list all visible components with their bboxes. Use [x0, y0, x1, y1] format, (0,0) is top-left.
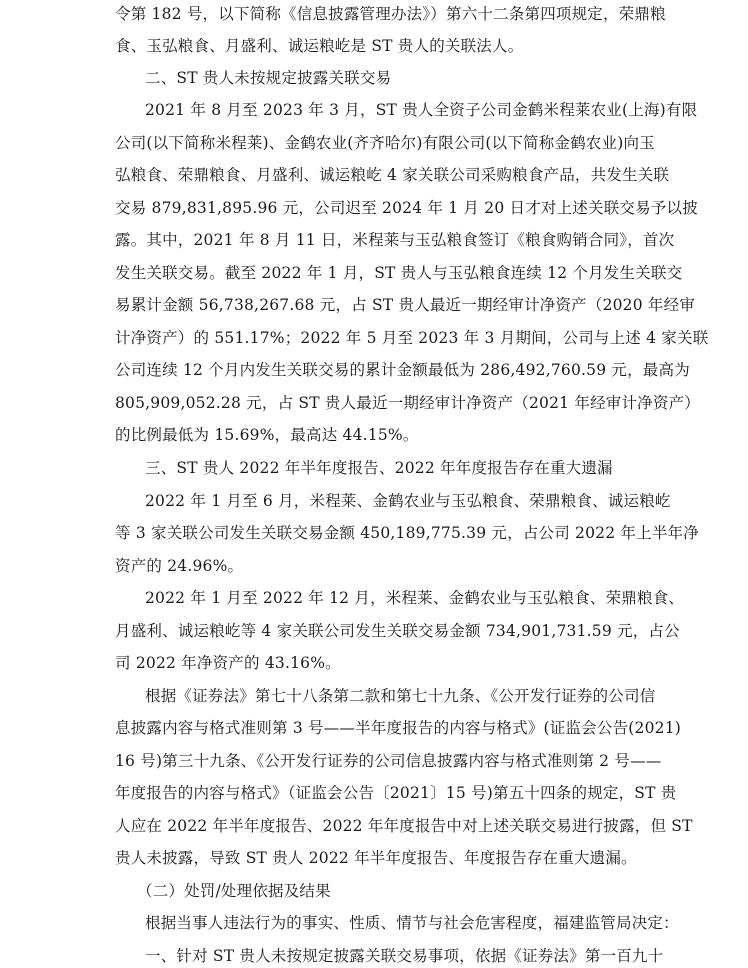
- text-line: 司 2022 年净资产的 43.16%。: [115, 654, 341, 672]
- text-line: 资产的 24.96%。: [115, 557, 244, 575]
- text-line: 食、玉弘粮食、月盛利、诚运粮屹是 ST 贵人的关联法人。: [115, 37, 524, 55]
- text-line: 二、ST 贵人未按规定披露关联交易: [145, 69, 392, 87]
- text-line: 等 3 家关联公司发生关联交易金额 450,189,775.39 元，占公司 2022 年上半年净: [115, 524, 699, 542]
- text-line: 的比例最低为 15.69%，最高达 44.15%。: [115, 426, 419, 444]
- text-line: 贵人未披露，导致 ST 贵人 2022 年半年度报告、年度报告存在重大遗漏。: [115, 849, 637, 867]
- text-line: 年度报告的内容与格式》（证监会公告〔2021〕15 号)第五十四条的规定，ST 贵: [115, 784, 677, 802]
- text-line: 根据当事人违法行为的事实、性质、情节与社会危害程度，福建监管局决定：: [145, 914, 679, 932]
- text-line: 弘粮食、荣鼎粮食、月盛利、诚运粮屹 4 家关联公司采购粮食产品，共发生关联: [115, 166, 670, 184]
- text-line: 2022 年 1 月至 6 月，米程莱、金鹤农业与玉弘粮食、荣鼎粮食、诚运粮屹: [145, 492, 671, 510]
- text-line: 发生关联交易。截至 2022 年 1 月，ST 贵人与玉弘粮食连续 12 个月发生关联交: [115, 264, 683, 282]
- text-line: 交易 879,831,895.96 元，公司迟至 2024 年 1 月 20 日才对上述关联交易予以披: [115, 199, 698, 217]
- text-line: 息披露内容与格式准则第 3 号——半年度报告的内容与格式》(证监会公告(2021): [115, 719, 682, 737]
- text-line: 2021 年 8 月至 2023 年 3 月，ST 贵人全资子公司金鹤米程莱农业(上海)有限: [145, 101, 698, 119]
- text-line: 公司(以下简称米程莱)、金鹤农业(齐齐哈尔)有限公司(以下简称金鹤农业)向玉: [115, 134, 655, 152]
- text-line: 一、针对 ST 贵人未按规定披露关联交易事项，依据《证券法》第一百九十: [145, 947, 664, 965]
- text-line: （二）处罚/处理依据及结果: [137, 882, 331, 900]
- text-line: 人应在 2022 年半年度报告、2022 年年度报告中对上述关联交易进行披露，但 ST: [115, 817, 693, 835]
- text-line: 公司连续 12 个月内发生关联交易的累计金额最低为 286,492,760.59 元，最高为: [115, 361, 690, 379]
- text-line: 16 号)第三十九条、《公开发行证券的公司信息披露内容与格式准则第 2 号——: [115, 752, 662, 770]
- text-line: 露。其中，2021 年 8 月 11 日，米程莱与玉弘粮食签订《粮食购销合同》，首次: [115, 231, 675, 249]
- text-line: 计净资产）的 551.17%；2022 年 5 月至 2023 年 3 月期间，公司与上述 4 家关联: [115, 329, 709, 347]
- text-line: 令第 182 号，以下简称《信息披露管理办法》）第六十二条第四项规定，荣鼎粮: [115, 5, 666, 23]
- text-line: 2022 年 1 月至 2022 年 12 月，米程莱、金鹤农业与玉弘粮食、荣鼎粮食、: [145, 589, 685, 607]
- text-line: 三、ST 贵人 2022 年半年度报告、2022 年年度报告存在重大遗漏: [145, 459, 613, 477]
- text-line: 根据《证券法》第七十八条第二款和第七十九条、《公开发行证券的公司信: [145, 687, 656, 705]
- text-line: 805,909,052.28 元，占 ST 贵人最近一期经审计净资产（2021 年经审计净资产）: [115, 394, 700, 412]
- text-line: 易累计金额 56,738,267.68 元，占 ST 贵人最近一期经审计净资产（2020 年经审: [115, 296, 696, 314]
- text-line: 月盛利、诚运粮屹等 4 家关联公司发生关联交易金额 734,901,731.59 元，占公: [115, 622, 680, 640]
